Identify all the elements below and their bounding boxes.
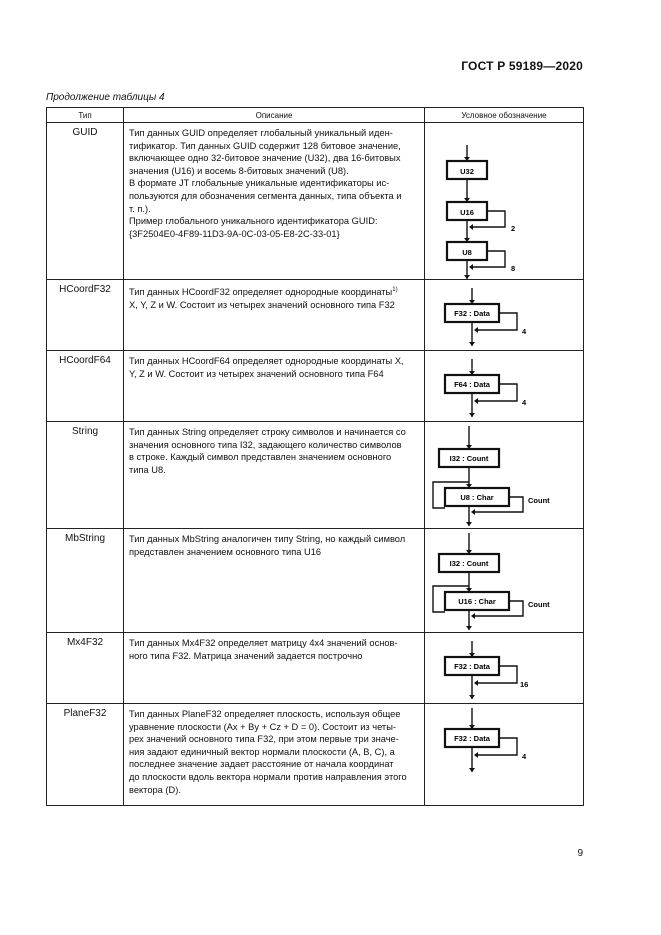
type-name: GUID [47,123,124,280]
repeat-count: 4 [522,327,527,336]
symbol-cell [425,633,584,704]
type-description [124,704,425,806]
repeat-count: 4 [522,398,527,407]
data-box-label: F32 : Data [454,662,490,671]
type-description [124,633,425,704]
page-number: 9 [577,848,583,859]
repeat-count: 4 [522,752,527,761]
description-line: типа U8. [129,464,166,475]
count-box-label: I32 : Count [449,454,489,463]
description-line: ного типа F32. Матрица значений задается построчно [129,650,363,661]
type-description [124,280,425,351]
table-row [47,529,584,633]
counted-string-diagram [425,529,584,632]
table-row [47,123,584,280]
data-box-label: F32 : Data [454,309,490,318]
type-description [124,123,425,280]
symbol-cell [425,280,584,351]
table-row [47,351,584,422]
description-line: уравнение плоскости (Ax + By + Cz + D = 0). Состоит из четы- [129,721,396,732]
description-line: Пример глобального уникального идентификатора GUID: [129,216,378,227]
table-caption: Продолжение таблицы 4 [46,92,165,103]
description-line: Тип данных HCoordF64 определяет однородные координаты X, [129,356,404,366]
description-line: Y, Z и W. Состоит из четырех значений основного типа F64 [129,368,384,379]
table-row [47,633,584,704]
description-line: пользуются для обозначения сегмента данных, типа объекта и [129,190,402,201]
column-header-symbol: Условное обозначение [425,108,584,123]
description-line: вектора (D). [129,784,181,795]
count-box-label: I32 : Count [449,559,489,568]
repeat-count: Count [528,496,550,505]
table-row [47,280,584,351]
symbol-cell [425,123,584,280]
single-repeat-diagram [425,633,584,703]
description-line: представлен значением основного типа U16 [129,546,322,557]
table-header-row [47,108,584,123]
description-line: значения (U16) и восемь 8-битовых значений (U8). [129,165,349,176]
type-name: PlaneF32 [47,704,124,806]
type-description [124,529,425,633]
type-description [124,422,425,529]
standard-number: ГОСТ Р 59189—2020 [461,59,583,73]
box-u16: U16 [460,208,474,217]
type-description [124,351,425,422]
data-box-label: F32 : Data [454,734,490,743]
symbol-cell [425,704,584,806]
description-line: включающее одно 32-битовое значение (U32), два 16-битовых [129,153,401,164]
description-line: ния задают единичный вектор нормали плоскости (A, B, C), а [129,746,395,757]
counted-string-diagram [425,422,584,528]
description-line: Тип данных Mx4F32 определяет матрицу 4x4 значений основ- [129,638,398,648]
description-line: рех значений основного типа F32, при этом первые три значе- [129,734,399,745]
description-line [129,284,420,299]
column-header-type: Тип [47,108,124,123]
description-line: Тип данных MbString аналогичен типу String, но каждый символ [129,534,406,544]
description-line: в строке. Каждый символ представлен значением основного [129,452,392,463]
description-line: т. п.). [129,203,151,214]
description-line: Тип данных String определяет строку символов и начинается со [129,427,406,437]
column-header-description: Описание [124,108,425,123]
description-line: значения основного типа I32, задающего количество символов [129,439,402,450]
type-name: String [47,422,124,529]
box-u8: U8 [462,248,472,257]
single-repeat-diagram [425,280,584,350]
repeat-count: 16 [520,680,529,689]
repeat-count: Count [528,600,550,609]
single-repeat-diagram [425,351,584,421]
description-line: В формате JT глобальные уникальные идентификаторы ис- [129,178,390,189]
type-name: HCoordF32 [47,280,124,351]
type-name: HCoordF64 [47,351,124,422]
char-box-label: U16 : Char [458,597,496,606]
description-text: Тип данных HCoordF32 определяет однородные координаты [129,287,393,298]
repeat-count: 2 [511,224,516,233]
single-repeat-diagram [425,704,584,805]
char-box-label: U8 : Char [460,493,494,502]
description-line: тификатор. Тип данных GUID содержит 128 битовое значение, [129,140,401,151]
description-line: Тип данных PlaneF32 определяет плоскость, используя общее [129,709,401,719]
symbol-cell [425,422,584,529]
table-row [47,422,584,529]
symbol-cell [425,351,584,422]
data-box-label: F64 : Data [454,380,490,389]
footnote-mark: 1) [392,287,398,293]
type-name: MbString [47,529,124,633]
description-line: Тип данных GUID определяет глобальный уникальный иден- [129,128,393,138]
repeat-count: 8 [511,264,516,273]
box-u32: U32 [460,167,474,176]
description-line: последнее значение задает расстояние от начала координат [129,759,394,770]
table-row [47,704,584,806]
description-line: {3F2504E0-4F89-11D3-9A-0C-03-05-E8-2C-33-01} [129,228,340,239]
type-name: Mx4F32 [47,633,124,704]
symbol-cell [425,529,584,633]
data-types-table [46,107,584,806]
description-line: X, Y, Z и W. Состоит из четырех значений основного типа F32 [129,299,395,310]
description-line: до плоскости вдоль вектора нормали против направления этого [129,771,407,782]
guid-structure-diagram [425,123,584,279]
